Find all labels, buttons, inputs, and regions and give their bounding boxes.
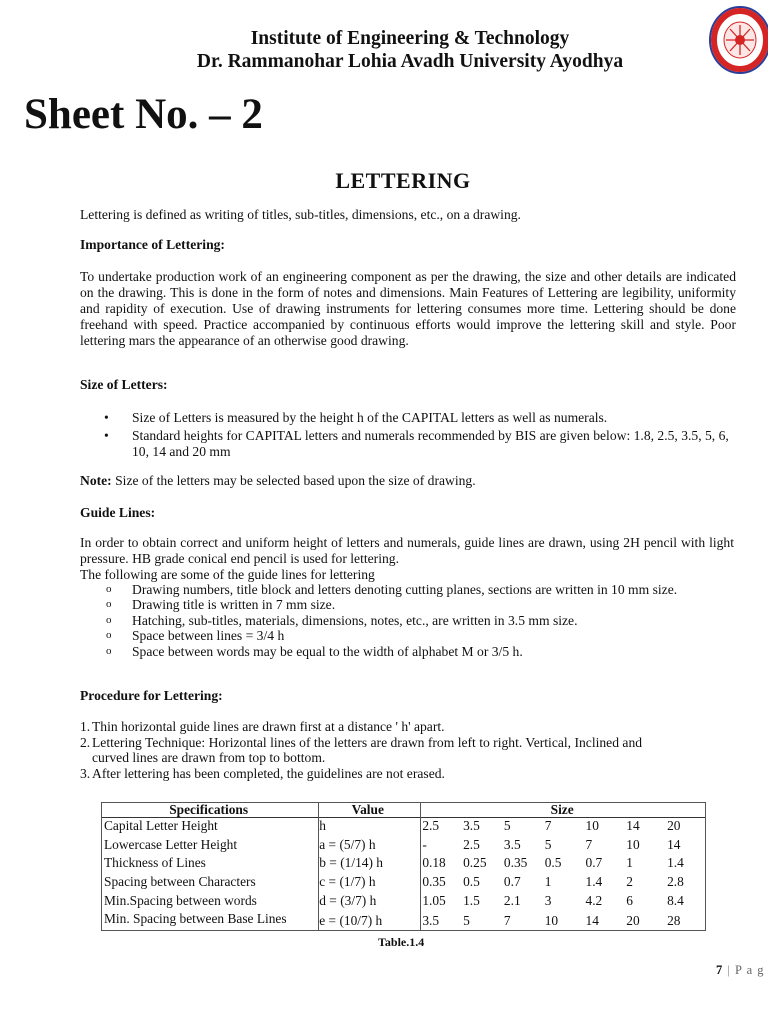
table-row [101,818,705,837]
item-text: Drawing title is written in 7 mm size. [132,597,336,613]
size-cell: 2.8 [667,874,684,890]
size-cell: 0.5 [463,874,480,890]
size-cell: - [422,836,427,852]
size-cell: 5 [463,913,470,929]
size-cell: 2.5 [422,818,440,833]
table-row [101,874,705,893]
value-cell: a = (5/7) h [319,836,376,852]
bullet-text: Size of Letters is measured by the height h of the CAPITAL letters as well as numerals. [132,410,608,425]
value-cell: h [319,818,326,833]
value-cell: e = (10/7) h [319,913,383,929]
table-divider [420,802,421,931]
bullet-icon: • [104,428,109,443]
size-cell: 2 [626,874,633,890]
size-cell: 0.7 [585,855,603,871]
size-cell: 5 [503,818,511,833]
sheet-title: Sheet No. – 2 [24,91,263,138]
procedure-heading: Procedure for Lettering: [80,688,223,703]
step-text: Lettering Technique: Horizontal lines of the letters are drawn from left to right. Vertical, Inclined and curved lines are drawn from top to bottom. [92,734,643,766]
size-cell: 0.25 [463,855,487,871]
size-cell: 0.5 [544,855,562,871]
size-cell: 10 [626,836,640,852]
guide-list [80,582,720,659]
column-header-size: Size [419,802,705,818]
size-cell: 3 [544,892,552,908]
list-item [80,582,720,597]
size-cell: 14 [585,913,599,929]
table-row [101,855,705,874]
circle-bullet-icon: o [106,629,112,642]
procedure-steps [80,719,680,781]
size-cell: 0.18 [422,855,446,871]
item-text: Space between words may be equal to the width of alphabet M or 3/5 h. [132,643,523,659]
bullet-text: Standard heights for CAPITAL letters and numerals recommended by BIS are given below: 1.8, 2.5, 3.5, 5, 6, 10, 14 and 20 mm [132,428,729,459]
size-cell: 0.35 [503,855,528,871]
size-cell: 10 [544,913,559,929]
table-body [101,818,705,931]
spec-cell: Lowercase Letter Height [104,836,238,852]
page-number-value: 7 [716,963,724,977]
note-text: Size of the letters may be selected based upon the size of drawing. [111,473,476,488]
step-text: After lettering has been completed, the guidelines are not erased. [92,765,445,781]
size-cell: 10 [585,818,599,833]
importance-heading: Importance of Lettering: [80,237,225,252]
size-cell: 1.4 [585,874,603,890]
university-seal-logo [706,3,768,75]
note-label: Note: [80,473,112,488]
circle-bullet-icon: o [106,644,112,657]
page-separator: | [727,963,731,977]
size-cell: 20 [626,913,640,929]
size-cell: 0.7 [503,874,521,890]
intro-text: Lettering is defined as writing of titles, sub-titles, dimensions, etc., on a drawing. [80,207,521,222]
size-cell: 1.5 [463,892,480,908]
page-number [716,963,765,978]
size-cell: 7 [585,836,593,852]
size-cell: 6 [626,892,633,908]
size-cell: 8.4 [667,892,684,908]
importance-paragraph: To undertake production work of an engineering component as per the drawing, the size and other details are indicated on the drawing. This is done in the form of notes and dimensions. Main Features of Lettering are legibility, uniformity and rapidity of execution. Use of drawing instruments for lettering consumes more time. Lettering should be done freehand with speed. Practice accompanied by continuous efforts would improve the lettering skill and style. Poor lettering mars the appearance of an otherwise good drawing. [80,269,736,348]
item-text: Space between lines = 3/4 h [132,628,285,644]
spec-cell: Spacing between Characters [104,874,256,890]
size-cell: 14 [667,836,681,852]
item-text: Hatching, sub-titles, materials, dimensions, notes, etc., are written in 3.5 mm size. [132,612,578,628]
column-header-value: Value [316,802,419,818]
size-cell: 3.5 [503,836,521,852]
size-cell: 7 [503,913,511,929]
size-cell: 7 [544,818,552,833]
list-item [80,410,740,426]
table-divider [318,802,319,931]
spec-cell: Min. Spacing between Base Lines [104,911,287,927]
note-line [80,473,736,489]
spec-cell: Capital Letter Height [104,818,218,833]
lettering-spec-table [101,802,705,930]
size-cell: 3.5 [463,818,480,833]
list-item [80,428,740,460]
step-text: Thin horizontal guide lines are drawn first at a distance ' h' apart. [92,719,445,734]
circle-bullet-icon: o [106,598,112,611]
step-number: 2. [80,734,91,750]
size-heading: Size of Letters: [80,377,168,392]
column-header-specifications: Specifications [101,802,316,818]
spec-cell: Thickness of Lines [104,855,206,871]
step-number: 3. [80,765,91,781]
list-item [80,597,720,612]
size-cell: 4.2 [585,892,603,908]
size-cell: 5 [544,836,552,852]
list-item [80,644,720,659]
guide-heading: Guide Lines: [80,505,156,520]
list-item [80,735,680,766]
size-cell: 0.35 [422,874,446,890]
size-cell: 14 [626,818,640,833]
university-name: Dr. Rammanohar Lohia Avadh University Ayodhya [196,51,624,72]
bullet-icon: • [104,410,109,425]
size-cell: 1 [626,855,633,871]
circle-bullet-icon: o [106,613,112,626]
page-label: P a g [735,963,765,977]
list-item [80,613,720,628]
value-cell: d = (3/7) h [319,892,377,908]
size-cell: 1.4 [667,855,684,871]
table-row [101,837,705,856]
table-header-row [101,802,705,818]
institute-name: Institute of Engineering & Technology [250,28,570,49]
size-cell: 2.5 [463,836,480,852]
size-cell: 2.1 [503,892,521,908]
size-cell: 1.05 [422,892,446,908]
table-caption: Table.1.4 [378,935,425,949]
size-cell: 3.5 [422,913,440,929]
circle-bullet-icon: o [106,583,112,595]
size-cell: 1 [544,874,552,890]
size-cell: 28 [667,913,681,929]
step-number: 1. [80,719,91,734]
list-item [80,628,720,643]
table-row [101,893,705,912]
value-cell: c = (1/7) h [319,874,376,890]
guide-paragraph: In order to obtain correct and uniform height of letters and numerals, guide lines are drawn, using 2H pencil with light pressure. HB grade conical end pencil is used for lettering. [80,535,734,566]
table-row [101,911,705,930]
list-item [80,719,680,735]
spec-cell: Min.Spacing between words [104,892,257,908]
size-bullet-list [80,410,740,462]
size-cell: 20 [667,818,681,833]
list-item [80,766,680,782]
item-text: Drawing numbers, title block and letters denoting cutting planes, sections are written in 10 mm size. [132,582,678,597]
value-cell: b = (1/14) h [319,855,383,871]
guide-intro-line: The following are some of the guide lines for lettering [80,567,375,582]
section-title: LETTERING [335,168,471,193]
